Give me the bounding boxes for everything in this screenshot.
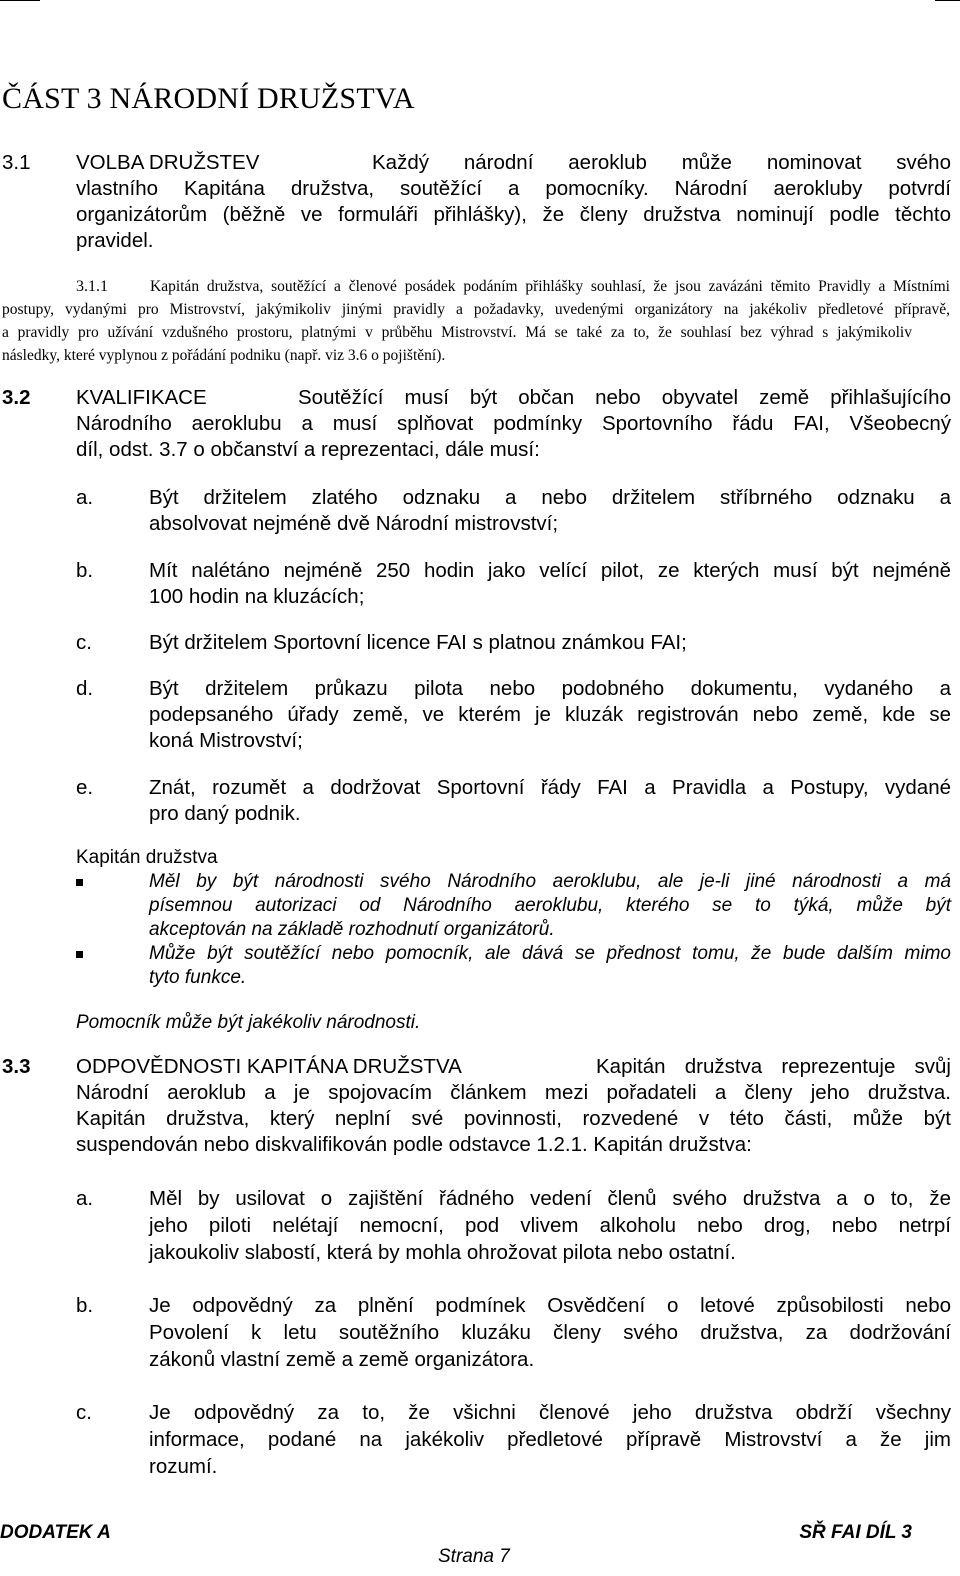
- paragraph-line: Kapitán družstva, který neplní své povinnosti, rozvedené v této části, může být: [76, 1107, 951, 1130]
- list-item-letter: b.: [76, 1294, 94, 1317]
- bullet-line: Měl by být národnosti svého Národního aeroklubu, ale je-li jiné národnosti a má: [149, 871, 951, 892]
- list-item-line: Být držitelem průkazu pilota nebo podobného dokumentu, vydaného a: [149, 677, 951, 700]
- paragraph-line: Kapitán družstva reprezentuje svůj: [596, 1055, 951, 1078]
- paragraph-line: vlastního Kapitána družstva, soutěžící a pomocníky. Národní aerokluby potvrdí: [76, 177, 951, 200]
- list-item-letter: a.: [76, 486, 94, 509]
- paragraph-line: a pravidly pro užívání vzdušného prostoru, platnými v průběhu Mistrovství. Má se také za to, že souhlasí bez výhrad s jakýmikoliv: [2, 324, 912, 341]
- paragraph-line: díl, odst. 3.7 o občanství a reprezentaci, dále musí:: [76, 438, 540, 461]
- section-number: 3.1: [2, 151, 31, 174]
- paragraph-line: následky, které vyplynou z pořádání podniku (např. viz 3.6 o pojištění).: [2, 347, 446, 364]
- list-item-line: koná Mistrovství;: [149, 729, 303, 752]
- paragraph-line: postupy, vydanými pro Mistrovství, jakýmikoliv jinými pravidly a požadavky, uvedenými organizátory na jakékoliv předletové přípravě,: [2, 301, 950, 318]
- bullet-line: tyto funkce.: [149, 967, 247, 988]
- bullet-line: písemnou autorizaci od Národního aeroklubu, kterého se to týká, může být: [149, 895, 951, 916]
- paragraph-line: Každý národní aeroklub může nominovat svého: [372, 151, 951, 174]
- list-item-letter: a.: [76, 1187, 94, 1210]
- bullet-square-icon: [76, 879, 83, 886]
- part-title: ČÁST 3 NÁRODNÍ DRUŽSTVA: [2, 82, 415, 115]
- list-item-line: jeho piloti nelétají nemocní, pod vlivem alkoholu nebo drog, nebo netrpí: [149, 1214, 951, 1237]
- section-number: 3.1.1: [76, 278, 108, 295]
- list-item-line: jakoukoliv slabostí, která by mohla ohrožovat pilota nebo ostatní.: [149, 1241, 736, 1264]
- list-item-line: Mít nalétáno nejméně 250 hodin jako velící pilot, ze kterých musí být nejméně: [149, 559, 951, 582]
- captain-heading: Kapitán družstva: [76, 847, 218, 868]
- helper-note: Pomocník může být jakékoliv národnosti.: [76, 1012, 421, 1033]
- footer-right: SŘ FAI DÍL 3: [799, 1522, 912, 1543]
- list-item-line: pro daný podnik.: [149, 802, 301, 825]
- footer-left: DODATEK A: [0, 1522, 111, 1543]
- list-item-line: absolvovat nejméně dvě Národní mistrovství;: [149, 512, 559, 535]
- list-item-line: Měl by usilovat o zajištění řádného vedení členů svého družstva a o to, že: [149, 1187, 951, 1210]
- list-item-line: Povolení k letu soutěžního kluzáku členy svého družstva, za dodržování: [149, 1321, 951, 1344]
- page-number: Strana 7: [438, 1546, 510, 1567]
- list-item-line: podepsaného úřady země, ve kterém je kluzák registrován nebo země, kde se: [149, 703, 951, 726]
- bullet-line: Může být soutěžící nebo pomocník, ale dává se přednost tomu, že bude dalším mimo: [149, 943, 951, 964]
- list-item-letter: e.: [76, 776, 94, 799]
- paragraph-line: pravidel.: [76, 229, 154, 252]
- list-item-letter: c.: [76, 631, 92, 654]
- section-number: 3.3: [2, 1055, 31, 1078]
- list-item-line: 100 hodin na kluzácích;: [149, 585, 365, 608]
- paragraph-line: suspendován nebo diskvalifikován podle odstavce 1.2.1. Kapitán družstva:: [76, 1133, 752, 1156]
- list-item-letter: d.: [76, 677, 94, 700]
- list-item-line: Je odpovědný za to, že všichni členové jeho družstva obdrží všechny: [149, 1401, 951, 1424]
- bullet-square-icon: [76, 951, 83, 958]
- top-rule: [0, 0, 960, 2]
- list-item-line: informace, podané na jakékoliv předletové přípravě Mistrovství a že jim: [149, 1428, 951, 1451]
- paragraph-line: Národní aeroklub a je spojovacím článkem mezi pořadateli a členy jeho družstva.: [76, 1081, 951, 1104]
- bullet-line: akceptován na základě rozhodnutí organizátorů.: [149, 919, 555, 940]
- paragraph-line: Soutěžící musí být občan nebo obyvatel země přihlašujícího: [298, 386, 951, 409]
- list-item-line: rozumí.: [149, 1455, 218, 1478]
- section-heading: ODPOVĚDNOSTI KAPITÁNA DRUŽSTVA: [76, 1055, 462, 1078]
- section-heading: KVALIFIKACE: [76, 386, 207, 409]
- list-item-line: Znát, rozumět a dodržovat Sportovní řády FAI a Pravidla a Postupy, vydané: [149, 776, 951, 799]
- list-item-line: Být držitelem Sportovní licence FAI s platnou známkou FAI;: [149, 631, 687, 654]
- paragraph-line: organizátorům (běžně ve formuláři přihlášky), že členy družstva nominují podle těchto: [76, 203, 951, 226]
- list-item-line: Být držitelem zlatého odznaku a nebo držitelem stříbrného odznaku a: [149, 486, 951, 509]
- paragraph-line: Kapitán družstva, soutěžící a členové posádek podáním přihlášky souhlasí, že jsou zavázáni těmito Pravidly a Místními: [150, 278, 950, 295]
- list-item-letter: c.: [76, 1401, 92, 1424]
- list-item-line: Je odpovědný za plnění podmínek Osvědčení o letové způsobilosti nebo: [149, 1294, 951, 1317]
- paragraph-line: Národního aeroklubu a musí splňovat podmínky Sportovního řádu FAI, Všeobecný: [76, 412, 951, 435]
- section-heading: VOLBA DRUŽSTEV: [76, 151, 260, 174]
- list-item-line: zákonů vlastní země a země organizátora.: [149, 1348, 535, 1371]
- section-number: 3.2: [2, 386, 31, 409]
- list-item-letter: b.: [76, 559, 94, 582]
